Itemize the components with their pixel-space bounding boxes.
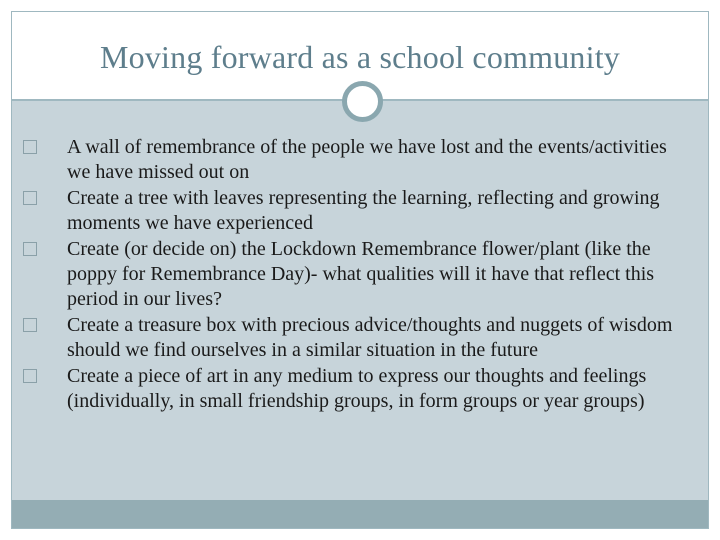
content-area: [12, 101, 708, 500]
slide: [11, 11, 709, 529]
bullet-item: [23, 364, 693, 414]
checkbox-square-icon: [23, 242, 37, 256]
bullet-text: Create a treasure box with precious advice/thoughts and nuggets of wisdom should we find ourselves in a similar situation in the future: [67, 314, 673, 361]
ring-ornament-icon: [342, 81, 383, 122]
bullet-text: Create a tree with leaves representing the learning, reflecting and growing moments we have experienced: [67, 187, 660, 234]
bullet-text: A wall of remembrance of the people we have lost and the events/activities we have missed out on: [67, 136, 667, 183]
bullet-list: [23, 135, 693, 415]
bullet-item: [23, 237, 693, 312]
bullet-item: [23, 135, 693, 185]
footer-bar: [12, 500, 708, 528]
checkbox-square-icon: [23, 191, 37, 205]
checkbox-square-icon: [23, 140, 37, 154]
bullet-item: [23, 313, 693, 363]
checkbox-square-icon: [23, 318, 37, 332]
bullet-text: Create a piece of art in any medium to express our thoughts and feelings (individually, in small friendship groups, in form groups or year groups): [67, 365, 647, 412]
slide-title: Moving forward as a school community: [100, 39, 620, 75]
bullet-text: Create (or decide on) the Lockdown Remembrance flower/plant (like the poppy for Remembrance Day)- what qualities will it have that reflect this period in our lives?: [67, 238, 655, 310]
checkbox-square-icon: [23, 369, 37, 383]
bullet-item: [23, 186, 693, 236]
